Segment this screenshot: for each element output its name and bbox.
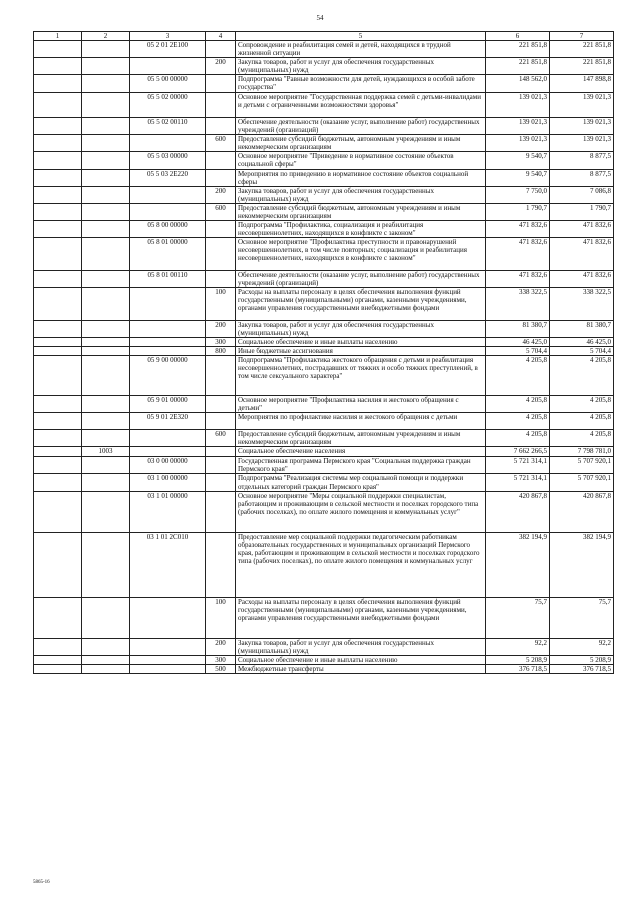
footer-code: 5865-16 — [33, 880, 50, 885]
section-cell — [82, 320, 130, 337]
code-cell — [34, 320, 82, 337]
expense-type-cell: 600 — [206, 203, 236, 220]
target-article-cell: 05 9 01 00000 — [130, 396, 206, 413]
expense-type-cell: 200 — [206, 638, 236, 655]
code-cell — [34, 338, 82, 347]
amount-year1-cell: 382 194,9 — [486, 532, 550, 597]
amount-year2-cell: 471 832,6 — [550, 237, 614, 270]
amount-year2-cell: 221 851,8 — [550, 41, 614, 58]
code-cell — [34, 58, 82, 75]
item-name-cell: Расходы на выплаты персоналу в целях обеспечения выполнения функций государственными (муниципальными) органами, казенными учреждениями, органами управления государственными внебюджетными фондами — [236, 287, 486, 320]
expense-type-cell — [206, 532, 236, 597]
header-cell: 7 — [550, 32, 614, 41]
expense-type-cell — [206, 41, 236, 58]
target-article-cell: 05 8 00 00000 — [130, 220, 206, 237]
amount-year2-cell: 8 877,5 — [550, 169, 614, 186]
section-cell: 1003 — [82, 447, 130, 457]
section-cell — [82, 597, 130, 638]
expense-type-cell — [206, 237, 236, 270]
code-cell — [34, 270, 82, 287]
item-name-cell: Основное мероприятие "Профилактика преступности и правонарушений несовершеннолетних, в том числе повторных; социализация и реабилитация несовершеннолетних, находящихся в конфликте с законом" — [236, 237, 486, 270]
code-cell — [34, 474, 82, 491]
item-name-cell: Закупка товаров, работ и услуг для обеспечения государственных (муниципальных) нужд — [236, 186, 486, 203]
expense-type-cell: 100 — [206, 287, 236, 320]
table-row — [34, 356, 614, 396]
item-name-cell: Основное мероприятие "Государственная поддержка семей с детьми-инвалидами и детьми с ограниченными возможностями здоровья" — [236, 93, 486, 118]
table-row — [34, 338, 614, 347]
section-cell — [82, 287, 130, 320]
target-article-cell — [130, 287, 206, 320]
section-cell — [82, 75, 130, 93]
section-cell — [82, 347, 130, 356]
section-cell — [82, 338, 130, 347]
section-cell — [82, 457, 130, 474]
target-article-cell: 05 5 03 2Е220 — [130, 169, 206, 186]
item-name-cell: Подпрограмма "Равные возможности для детей, нуждающихся в особой заботе государства" — [236, 75, 486, 93]
code-cell — [34, 664, 82, 673]
target-article-cell: 05 9 01 2Е320 — [130, 413, 206, 430]
item-name-cell: Социальное обеспечение населения — [236, 447, 486, 457]
amount-year2-cell: 376 718,5 — [550, 664, 614, 673]
header-cell: 1 — [34, 32, 82, 41]
section-cell — [82, 664, 130, 673]
amount-year2-cell: 221 851,8 — [550, 58, 614, 75]
target-article-cell — [130, 347, 206, 356]
amount-year2-cell: 46 425,0 — [550, 338, 614, 347]
table-row — [34, 41, 614, 58]
expense-type-cell: 800 — [206, 347, 236, 356]
table-row — [34, 491, 614, 532]
item-name-cell: Межбюджетные трансферты — [236, 664, 486, 673]
code-cell — [34, 413, 82, 430]
item-name-cell: Подпрограмма "Профилактика, социализация и реабилитация несовершеннолетних, находящихся в конфликте с законом" — [236, 220, 486, 237]
target-article-cell — [130, 203, 206, 220]
code-cell — [34, 220, 82, 237]
amount-year1-cell: 221 851,8 — [486, 41, 550, 58]
section-cell — [82, 396, 130, 413]
target-article-cell — [130, 338, 206, 347]
amount-year1-cell: 148 562,0 — [486, 75, 550, 93]
code-cell — [34, 237, 82, 270]
target-article-cell: 03 1 01 2С010 — [130, 532, 206, 597]
expense-type-cell: 200 — [206, 320, 236, 337]
table-header — [34, 32, 614, 41]
table-row — [34, 118, 614, 135]
header-cell: 5 — [236, 32, 486, 41]
target-article-cell — [130, 135, 206, 152]
expense-type-cell — [206, 356, 236, 396]
amount-year1-cell: 420 867,8 — [486, 491, 550, 532]
table-row — [34, 135, 614, 152]
expense-type-cell: 500 — [206, 664, 236, 673]
item-name-cell: Предоставление мер социальной поддержки педагогическим работникам образовательных государственных и муниципальных организаций Пермского края, работающим и проживающим в сельской местности и поселках городского типа (рабочих поселках), по оплате жилого помещения и коммунальных услуг — [236, 532, 486, 597]
expense-type-cell — [206, 75, 236, 93]
target-article-cell — [130, 447, 206, 457]
section-cell — [82, 474, 130, 491]
section-cell — [82, 237, 130, 270]
expense-type-cell — [206, 270, 236, 287]
table-row — [34, 457, 614, 474]
amount-year1-cell: 9 540,7 — [486, 169, 550, 186]
item-name-cell: Предоставление субсидий бюджетным, автономным учреждениям и иным некоммерческим организациям — [236, 203, 486, 220]
amount-year2-cell: 7 086,8 — [550, 186, 614, 203]
code-cell — [34, 491, 82, 532]
amount-year1-cell: 376 718,5 — [486, 664, 550, 673]
item-name-cell: Закупка товаров, работ и услуг для обеспечения государственных (муниципальных) нужд — [236, 58, 486, 75]
section-cell — [82, 169, 130, 186]
amount-year2-cell: 139 021,3 — [550, 118, 614, 135]
amount-year2-cell: 8 877,5 — [550, 152, 614, 169]
table-row — [34, 413, 614, 430]
amount-year1-cell: 7 662 266,5 — [486, 447, 550, 457]
table-row — [34, 597, 614, 638]
section-cell — [82, 41, 130, 58]
code-cell — [34, 430, 82, 447]
target-article-cell — [130, 58, 206, 75]
amount-year1-cell: 46 425,0 — [486, 338, 550, 347]
table-row — [34, 58, 614, 75]
amount-year2-cell: 139 021,3 — [550, 93, 614, 118]
target-article-cell — [130, 597, 206, 638]
item-name-cell: Основное мероприятие "Меры социальной поддержки специалистам, работающим и проживающим в сельской местности и поселках городского типа (рабочих поселках), по оплате жилого помещения и коммунальных услуг" — [236, 491, 486, 532]
amount-year2-cell: 4 205,8 — [550, 396, 614, 413]
target-article-cell — [130, 655, 206, 664]
expense-type-cell: 600 — [206, 135, 236, 152]
target-article-cell: 05 9 00 00000 — [130, 356, 206, 396]
table-row — [34, 237, 614, 270]
expense-type-cell — [206, 413, 236, 430]
item-name-cell: Расходы на выплаты персоналу в целях обеспечения выполнения функций государственными (муниципальными) органами, казенными учреждениями, органами управления государственными внебюджетными фондами — [236, 597, 486, 638]
expense-type-cell: 200 — [206, 58, 236, 75]
target-article-cell: 03 1 00 00000 — [130, 474, 206, 491]
target-article-cell — [130, 430, 206, 447]
target-article-cell: 05 8 01 00000 — [130, 237, 206, 270]
table-body — [34, 41, 614, 674]
expense-type-cell — [206, 118, 236, 135]
expense-type-cell — [206, 169, 236, 186]
expense-type-cell — [206, 457, 236, 474]
amount-year2-cell: 147 898,8 — [550, 75, 614, 93]
item-name-cell: Основное мероприятие "Профилактика насилия и жестокого обращения с детьми" — [236, 396, 486, 413]
item-name-cell: Мероприятия по профилактике насилия и жестокого обращения с детьми — [236, 413, 486, 430]
amount-year2-cell: 420 867,8 — [550, 491, 614, 532]
amount-year1-cell: 5 208,9 — [486, 655, 550, 664]
table-row — [34, 347, 614, 356]
amount-year2-cell: 471 832,6 — [550, 270, 614, 287]
code-cell — [34, 396, 82, 413]
item-name-cell: Обеспечение деятельности (оказание услуг, выполнение работ) государственных учреждений (организаций) — [236, 270, 486, 287]
amount-year1-cell: 4 205,8 — [486, 430, 550, 447]
target-article-cell: 05 5 00 00000 — [130, 75, 206, 93]
amount-year2-cell: 1 790,7 — [550, 203, 614, 220]
amount-year1-cell: 81 380,7 — [486, 320, 550, 337]
target-article-cell: 03 1 01 00000 — [130, 491, 206, 532]
amount-year2-cell: 338 322,5 — [550, 287, 614, 320]
table-row — [34, 396, 614, 413]
target-article-cell — [130, 320, 206, 337]
amount-year2-cell: 75,7 — [550, 597, 614, 638]
section-cell — [82, 491, 130, 532]
code-cell — [34, 457, 82, 474]
section-cell — [82, 220, 130, 237]
expense-type-cell: 100 — [206, 597, 236, 638]
amount-year1-cell: 221 851,8 — [486, 58, 550, 75]
amount-year1-cell: 5 721 314,1 — [486, 457, 550, 474]
expense-type-cell — [206, 220, 236, 237]
amount-year1-cell: 4 205,8 — [486, 413, 550, 430]
amount-year1-cell: 139 021,3 — [486, 93, 550, 118]
code-cell — [34, 655, 82, 664]
target-article-cell — [130, 664, 206, 673]
table-row — [34, 270, 614, 287]
code-cell — [34, 75, 82, 93]
item-name-cell: Подпрограмма "Профилактика жестокого обращения с детьми и реабилитация несовершеннолетних, пострадавших от тяжких и особо тяжких преступлений, в том числе сексуального характера" — [236, 356, 486, 396]
amount-year1-cell: 4 205,8 — [486, 356, 550, 396]
item-name-cell: Основное мероприятие "Приведение в нормативное состояние объектов социальной сферы" — [236, 152, 486, 169]
target-article-cell — [130, 186, 206, 203]
target-article-cell: 05 2 01 2Е100 — [130, 41, 206, 58]
code-cell — [34, 186, 82, 203]
code-cell — [34, 532, 82, 597]
item-name-cell: Предоставление субсидий бюджетным, автономным учреждениям и иным некоммерческим организациям — [236, 135, 486, 152]
target-article-cell: 05 8 01 00110 — [130, 270, 206, 287]
amount-year1-cell: 471 832,6 — [486, 270, 550, 287]
section-cell — [82, 58, 130, 75]
expense-type-cell — [206, 491, 236, 532]
item-name-cell: Социальное обеспечение и иные выплаты населению — [236, 338, 486, 347]
amount-year1-cell: 75,7 — [486, 597, 550, 638]
amount-year2-cell: 139 021,3 — [550, 135, 614, 152]
header-cell: 3 — [130, 32, 206, 41]
amount-year1-cell: 338 322,5 — [486, 287, 550, 320]
amount-year2-cell: 382 194,9 — [550, 532, 614, 597]
item-name-cell: Обеспечение деятельности (оказание услуг, выполнение работ) государственных учреждений (организаций) — [236, 118, 486, 135]
table-row — [34, 186, 614, 203]
target-article-cell: 03 0 00 00000 — [130, 457, 206, 474]
amount-year1-cell: 9 540,7 — [486, 152, 550, 169]
code-cell — [34, 93, 82, 118]
table-row — [34, 203, 614, 220]
expense-type-cell: 300 — [206, 655, 236, 664]
amount-year1-cell: 5 721 314,1 — [486, 474, 550, 491]
amount-year2-cell: 4 205,8 — [550, 430, 614, 447]
section-cell — [82, 413, 130, 430]
item-name-cell: Государственная программа Пермского края "Социальная поддержка граждан Пермского края" — [236, 457, 486, 474]
target-article-cell — [130, 638, 206, 655]
table-row — [34, 532, 614, 597]
amount-year2-cell: 5 707 920,1 — [550, 474, 614, 491]
target-article-cell: 05 5 02 00110 — [130, 118, 206, 135]
table-row — [34, 75, 614, 93]
table-row — [34, 664, 614, 673]
header-cell: 2 — [82, 32, 130, 41]
expense-type-cell — [206, 474, 236, 491]
amount-year2-cell: 5 707 920,1 — [550, 457, 614, 474]
code-cell — [34, 347, 82, 356]
header-row — [34, 32, 614, 41]
code-cell — [34, 597, 82, 638]
table-row — [34, 152, 614, 169]
target-article-cell: 05 5 02 00000 — [130, 93, 206, 118]
expense-type-cell — [206, 396, 236, 413]
amount-year2-cell: 81 380,7 — [550, 320, 614, 337]
amount-year1-cell: 139 021,3 — [486, 118, 550, 135]
code-cell — [34, 638, 82, 655]
section-cell — [82, 270, 130, 287]
item-name-cell: Сопровождение и реабилитация семей и детей, находящихся в трудной жизненной ситуации — [236, 41, 486, 58]
amount-year2-cell: 5 208,9 — [550, 655, 614, 664]
item-name-cell: Подпрограмма "Реализация системы мер социальной помощи и поддержки отдельных категорий граждан Пермского края" — [236, 474, 486, 491]
table-row — [34, 430, 614, 447]
table-row — [34, 474, 614, 491]
amount-year2-cell: 7 798 781,0 — [550, 447, 614, 457]
header-cell: 6 — [486, 32, 550, 41]
code-cell — [34, 41, 82, 58]
item-name-cell: Иные бюджетные ассигнования — [236, 347, 486, 356]
item-name-cell: Закупка товаров, работ и услуг для обеспечения государственных (муниципальных) нужд — [236, 320, 486, 337]
amount-year1-cell: 4 205,8 — [486, 396, 550, 413]
table-row — [34, 169, 614, 186]
table-row — [34, 220, 614, 237]
expense-type-cell — [206, 152, 236, 169]
section-cell — [82, 118, 130, 135]
section-cell — [82, 655, 130, 664]
table-row — [34, 287, 614, 320]
section-cell — [82, 186, 130, 203]
amount-year1-cell: 471 832,6 — [486, 237, 550, 270]
table-row — [34, 655, 614, 664]
expense-type-cell — [206, 93, 236, 118]
amount-year1-cell: 1 790,7 — [486, 203, 550, 220]
page-number: 54 — [316, 14, 324, 22]
budget-table — [33, 31, 614, 674]
code-cell — [34, 118, 82, 135]
code-cell — [34, 447, 82, 457]
section-cell — [82, 135, 130, 152]
item-name-cell: Мероприятия по приведению в нормативное состояние объектов социальной сферы — [236, 169, 486, 186]
table-row — [34, 447, 614, 457]
amount-year1-cell: 471 832,6 — [486, 220, 550, 237]
amount-year1-cell: 7 750,0 — [486, 186, 550, 203]
amount-year2-cell: 471 832,6 — [550, 220, 614, 237]
amount-year2-cell: 5 704,4 — [550, 347, 614, 356]
amount-year1-cell: 92,2 — [486, 638, 550, 655]
code-cell — [34, 356, 82, 396]
table-row — [34, 638, 614, 655]
section-cell — [82, 430, 130, 447]
section-cell — [82, 356, 130, 396]
expense-type-cell — [206, 447, 236, 457]
amount-year1-cell: 139 021,3 — [486, 135, 550, 152]
item-name-cell: Закупка товаров, работ и услуг для обеспечения государственных (муниципальных) нужд — [236, 638, 486, 655]
code-cell — [34, 169, 82, 186]
section-cell — [82, 152, 130, 169]
code-cell — [34, 135, 82, 152]
section-cell — [82, 638, 130, 655]
table-row — [34, 93, 614, 118]
code-cell — [34, 203, 82, 220]
expense-type-cell: 600 — [206, 430, 236, 447]
header-cell: 4 — [206, 32, 236, 41]
item-name-cell: Предоставление субсидий бюджетным, автономным учреждениям и иным некоммерческим организациям — [236, 430, 486, 447]
expense-type-cell: 300 — [206, 338, 236, 347]
section-cell — [82, 532, 130, 597]
amount-year2-cell: 92,2 — [550, 638, 614, 655]
section-cell — [82, 93, 130, 118]
table-row — [34, 320, 614, 337]
target-article-cell: 05 5 03 00000 — [130, 152, 206, 169]
expense-type-cell: 200 — [206, 186, 236, 203]
item-name-cell: Социальное обеспечение и иные выплаты населению — [236, 655, 486, 664]
amount-year2-cell: 4 205,8 — [550, 413, 614, 430]
section-cell — [82, 203, 130, 220]
code-cell — [34, 287, 82, 320]
amount-year1-cell: 5 704,4 — [486, 347, 550, 356]
code-cell — [34, 152, 82, 169]
amount-year2-cell: 4 205,8 — [550, 356, 614, 396]
